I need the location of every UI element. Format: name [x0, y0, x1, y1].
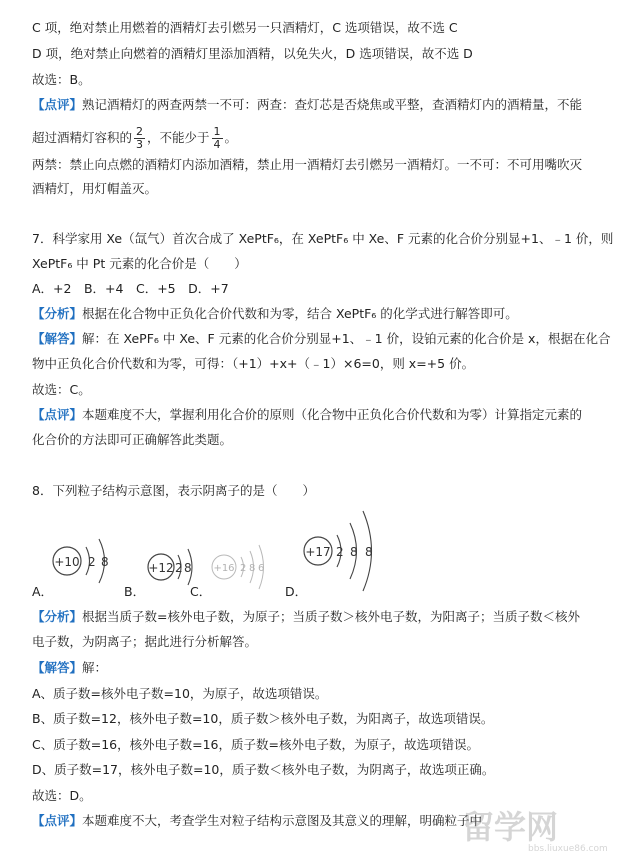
text-line: 电子数，为阴离子；据此进行分析解答。	[32, 634, 258, 649]
text-line: C 项，绝对禁止用燃着的酒精灯去引燃另一只酒精灯，C 选项错误，故不选 C	[32, 20, 458, 35]
option-label-a: A．	[32, 584, 54, 599]
fraction-line	[32, 126, 237, 151]
shell-count: 8	[365, 545, 373, 559]
text-line: 物中正负化合价代数和为零，可得：（+1）+x+（﹣1）×6=0，则 x=+5 价。	[32, 356, 475, 371]
watermark-brand: 留学网	[462, 808, 559, 846]
text-line: 故选：B。	[32, 72, 91, 87]
shell-count: 8	[184, 561, 192, 575]
text-fragment: 。	[224, 130, 238, 145]
text-fragment: 超过酒精灯容积的	[32, 130, 133, 145]
option-label-b: B．	[124, 584, 146, 599]
shell-count: 8	[249, 563, 256, 574]
text-line: D、质子数=17，核外电子数=10，质子数＜核外电子数，为阴离子，故选项正确。	[32, 762, 495, 777]
text-line: 故选：C。	[32, 382, 91, 397]
nucleus-label: +17	[305, 545, 331, 559]
shell-count: 8	[350, 545, 358, 559]
shell-count: 8	[101, 555, 109, 569]
shell-count: 6	[258, 563, 265, 574]
comment-tag: 【点评】	[32, 97, 83, 112]
diagram-b	[148, 549, 192, 585]
shell-count: 2	[336, 545, 344, 559]
text-line: C、质子数=16，核外电子数=16，质子数=核外电子数，为原子，故选项错误。	[32, 737, 479, 752]
answer-tag: 【解答】	[32, 660, 83, 675]
comment-line: 【点评】本题难度不大，掌握利用化合价的原则（化合物中正负化合价代数和为零）计算指定元素的	[32, 407, 583, 422]
comment-tag: 【点评】	[32, 813, 83, 828]
fraction-one-quarter: $\frac{1}{4}$	[213, 125, 221, 151]
diagram-a	[53, 539, 109, 583]
atom-structure-diagrams	[0, 505, 641, 600]
diagram-c	[212, 545, 264, 589]
shell-count: 2	[175, 561, 183, 575]
analysis-line: 【分析】根据当质子数=核外电子数，为原子；当质子数＞核外电子数，为阳离子；当质子数＜核外	[32, 609, 580, 624]
diagram-d	[304, 511, 373, 591]
text-line: A、质子数=核外电子数=10，为原子，故选项错误。	[32, 686, 328, 701]
text-line: 酒精灯，用灯帽盖灭。	[32, 181, 158, 196]
question-8-stem: 8．下列粒子结构示意图，表示阴离子的是（ ）	[32, 483, 315, 498]
comment-line	[32, 97, 582, 113]
fraction-two-thirds: $\frac{2}{3}$	[136, 125, 144, 151]
analysis-tag: 【分析】	[32, 609, 83, 624]
answer-line: 【解答】解：在 XePF₆ 中 Xe、F 元素的化合价分别显+1、﹣1 价，设铂元素的化合价是 x，根据在化合	[32, 331, 611, 346]
option-label-d: D．	[285, 584, 308, 599]
analysis-line: 【分析】根据在化合物中正负化合价代数和为零，结合 XePtF₆ 的化学式进行解答即可。	[32, 306, 518, 321]
question-7-stem: 7．科学家用 Xe（氙气）首次合成了 XePtF₆，在 XePtF₆ 中 Xe、F 元素的化合价分别显+1、﹣1 价，则	[32, 231, 614, 246]
nucleus-label: +16	[213, 563, 235, 574]
text-line: D 项，绝对禁止向燃着的酒精灯里添加酒精，以免失火，D 选项错误，故不选 D	[32, 46, 473, 61]
question-7-options: A．+2 B．+4 C．+5 D．+7	[32, 281, 229, 296]
comment-tag: 【点评】	[32, 407, 83, 422]
option-label-c: C．	[190, 584, 212, 599]
comment-text: 熟记酒精灯的两查两禁一不可：两查：查灯芯是否烧焦或平整，查酒精灯内的酒精量，不能	[82, 97, 583, 112]
site-watermark	[458, 806, 633, 854]
nucleus-label: +12	[148, 561, 174, 575]
text-line: 化合价的方法即可正确解答此类题。	[32, 432, 233, 447]
answer-tag: 【解答】	[32, 331, 83, 346]
answer-line: 【解答】解：	[32, 660, 108, 675]
watermark-url: bbs.liuxue86.com	[528, 844, 608, 854]
question-7-stem: XePtF₆ 中 Pt 元素的化合价是（ ）	[32, 256, 247, 271]
text-line: 故选：D。	[32, 788, 92, 803]
analysis-tag: 【分析】	[32, 306, 83, 321]
text-fragment: ，不能少于	[147, 130, 210, 145]
text-line: B、质子数=12，核外电子数=10，质子数＞核外电子数，为阳离子，故选项错误。	[32, 711, 494, 726]
nucleus-label: +10	[54, 555, 80, 569]
shell-count: 2	[240, 563, 247, 574]
shell-count: 2	[88, 555, 96, 569]
comment-line: 【点评】本题难度不大，考查学生对粒子结构示意图及其意义的理解，明确粒子中	[32, 813, 483, 828]
text-line: 两禁：禁止向点燃的酒精灯内添加酒精，禁止用一酒精灯去引燃另一酒精灯。一不可：不可用嘴吹灭	[32, 157, 583, 172]
